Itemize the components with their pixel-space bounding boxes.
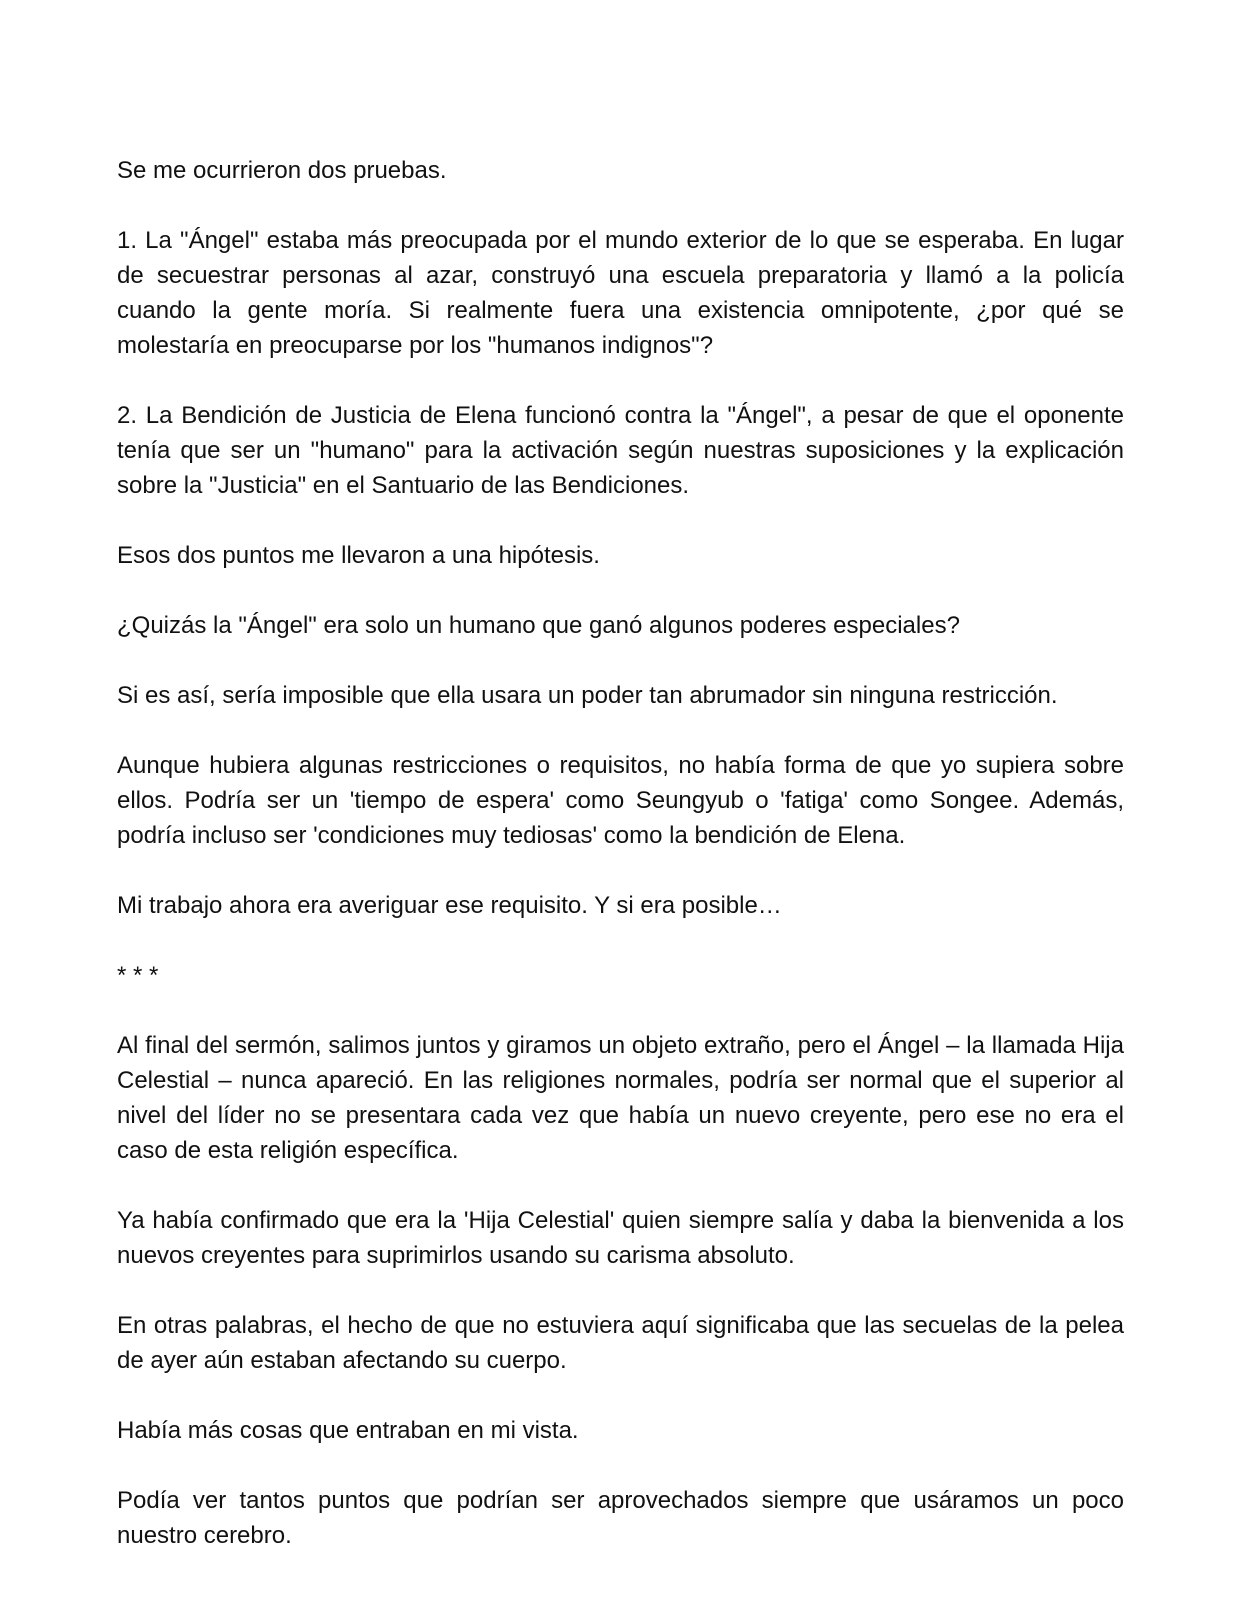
paragraph: 1. La "Ángel" estaba más preocupada por el mundo exterior de lo que se esperaba. En lugar de secuestrar personas al azar, construyó una escuela preparatoria y llamó a la policía cuando la gente moría. Si realmente fuera una existencia omnipotente, ¿por qué se molestaría en preocuparse por los "humanos indignos"? (117, 227, 1124, 359)
paragraph: Al final del sermón, salimos juntos y giramos un objeto extraño, pero el Ángel – la llamada Hija Celestial – nunca apareció. En las religiones normales, podría ser normal que el superior al nivel del líder no se presentara cada vez que había un nuevo creyente, pero ese no era el caso de esta religión específica. (117, 1032, 1124, 1164)
paragraph: Esos dos puntos me llevaron a una hipótesis. (117, 542, 600, 569)
paragraph: Ya había confirmado que era la 'Hija Celestial' quien siempre salía y daba la bienvenida a los nuevos creyentes para suprimirlos usando su carisma absoluto. (117, 1207, 1124, 1269)
document-body (117, 153, 1124, 1588)
paragraph: En otras palabras, el hecho de que no estuviera aquí significaba que las secuelas de la pelea de ayer aún estaban afectando su cuerpo. (117, 1312, 1124, 1374)
paragraph: Aunque hubiera algunas restricciones o requisitos, no había forma de que yo supiera sobre ellos. Podría ser un 'tiempo de espera' como Seungyub o 'fatiga' como Songee. Además, podría incluso ser 'condiciones muy tediosas' como la bendición de Elena. (117, 752, 1124, 849)
paragraph: Se me ocurrieron dos pruebas. (117, 157, 447, 184)
paragraph: Si es así, sería imposible que ella usara un poder tan abrumador sin ninguna restricción. (117, 682, 1058, 709)
scene-break: * * * (117, 962, 159, 989)
paragraph: Podía ver tantos puntos que podrían ser aprovechados siempre que usáramos un poco nuestro cerebro. (117, 1487, 1124, 1549)
paragraph: 2. La Bendición de Justicia de Elena funcionó contra la "Ángel", a pesar de que el oponente tenía que ser un "humano" para la activación según nuestras suposiciones y la explicación sobre la "Justicia" en el Santuario de las Bendiciones. (117, 402, 1124, 499)
paragraph: Había más cosas que entraban en mi vista. (117, 1417, 579, 1444)
paragraph: Mi trabajo ahora era averiguar ese requisito. Y si era posible… (117, 892, 782, 919)
paragraph: ¿Quizás la "Ángel" era solo un humano que ganó algunos poderes especiales? (117, 612, 960, 639)
